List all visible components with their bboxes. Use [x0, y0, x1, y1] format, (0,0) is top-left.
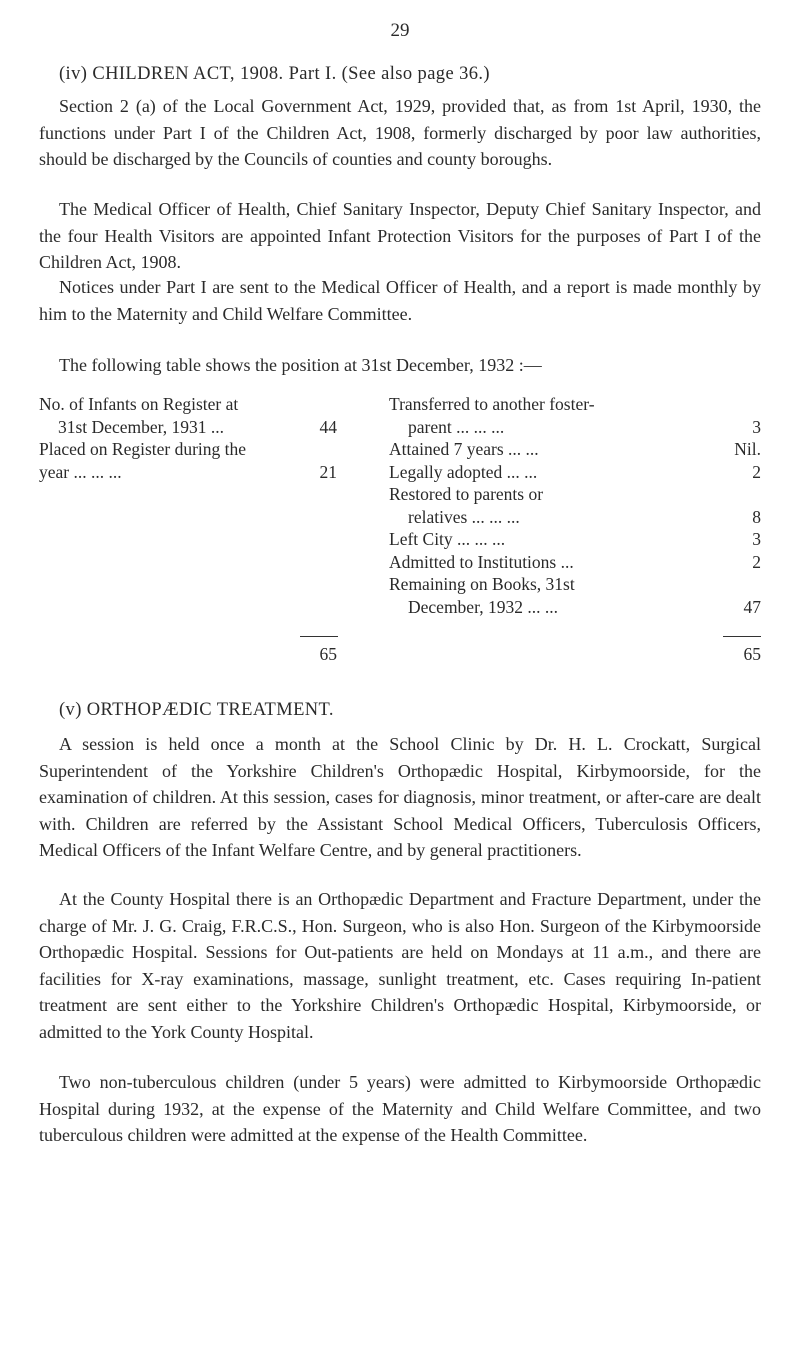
section-iv-paragraph-1: Section 2 (a) of the Local Government Act, 1929, provided that, as from 1st April, 1930, the functions under Part I of the Children Act, 1908, formerly discharged by poor law authorities, should be discharged by the Councils of counties and county boroughs. — [39, 96, 761, 169]
table-row — [39, 438, 337, 461]
section-iv-heading: (iv) CHILDREN ACT, 1908. Part I. (See also page 36.) — [59, 64, 490, 84]
row-label: December, 1932 ... ... — [408, 596, 558, 617]
left-total: 65 — [319, 644, 337, 664]
row-value: 3 — [752, 529, 761, 549]
row-label: Left City ... ... ... — [389, 529, 506, 549]
table-row — [389, 461, 761, 484]
table-row — [389, 528, 761, 551]
table-row — [389, 416, 761, 439]
row-label: No. of Infants on Register at — [39, 394, 239, 414]
right-total-rule — [723, 636, 761, 637]
section-v-paragraph-3: Two non-tuberculous children (under 5 years) were admitted to Kirbymoorside Orthopædic Hospital during 1932, at the expense of the Maternity and Child Welfare Committee, and two tuberculous children were admitted at the expense of the Health Committee. — [39, 1072, 761, 1145]
section-v-heading: (v) ORTHOPÆDIC TREATMENT. — [59, 700, 334, 720]
table-row — [389, 551, 761, 574]
section-iv-paragraph-4: The following table shows the position at 31st December, 1932 :— — [59, 355, 542, 375]
table-row — [39, 393, 337, 416]
table-row — [389, 596, 761, 619]
row-value: 8 — [752, 506, 761, 527]
row-label: Transferred to another foster- — [389, 394, 595, 414]
row-value: 44 — [319, 416, 337, 437]
section-v-paragraph-2: At the County Hospital there is an Orthopædic Department and Fracture Department, under the charge of Mr. J. G. Craig, F.R.C.S., Hon. Surgeon, who is also Hon. Surgeon of the Kirbymoorside Orthopædic Hospital. Sessions for Out-patients are held on Mondays at 11 a.m., and there are facilities for X-ray examinations, massage, sunlight treatment, etc. Cases requiring In-patient treatment are sent either to the Yorkshire Children's Orthopædic Hospital, Kirbymoorside, or admitted to the York County Hospital. — [39, 889, 761, 1042]
table-row — [389, 506, 761, 529]
row-label: Admitted to Institutions ... — [389, 551, 574, 572]
section-iv-paragraph-3: Notices under Part I are sent to the Medical Officer of Health, and a report is made monthly by him to the Maternity and Child Welfare Committee. — [39, 277, 761, 324]
table-row — [389, 573, 761, 596]
row-label: 31st December, 1931 ... — [58, 416, 224, 437]
table-row — [389, 393, 761, 416]
row-label: parent ... ... ... — [408, 416, 505, 437]
row-value: 21 — [319, 461, 337, 482]
row-label: Remaining on Books, 31st — [389, 574, 575, 594]
table-row — [39, 461, 337, 484]
section-v-paragraph-1: A session is held once a month at the School Clinic by Dr. H. L. Crockatt, Surgical Superintendent of the Yorkshire Children's Orthopædic Hospital, Kirbymoorside, for the examination of children. At this session, cases for diagnosis, minor treatment, or after-care are dealt with. Children are referred by the Assistant School Medical Officers, Tuberculosis Officers, Medical Officers of the Infant Welfare Centre, and by general practitioners. — [39, 734, 761, 860]
row-label: Legally adopted ... ... — [389, 461, 538, 482]
row-label: Attained 7 years ... ... — [389, 439, 539, 459]
row-label: year ... ... ... — [39, 461, 122, 482]
page-number: 29 — [390, 20, 410, 41]
table-row — [39, 416, 337, 439]
register-table-right — [389, 393, 761, 618]
left-total-rule — [300, 636, 338, 637]
register-table-left — [39, 393, 337, 483]
row-value: 2 — [752, 461, 761, 482]
row-value: 2 — [752, 551, 761, 572]
row-label: Placed on Register during the — [39, 439, 247, 459]
row-label: Restored to parents or — [389, 484, 544, 504]
table-row — [389, 483, 761, 506]
row-value: Nil. — [734, 439, 761, 459]
table-row — [389, 438, 761, 461]
row-label: relatives ... ... ... — [408, 506, 520, 527]
row-value: 3 — [752, 416, 761, 437]
section-iv-paragraph-2: The Medical Officer of Health, Chief Sanitary Inspector, Deputy Chief Sanitary Inspector, and the four Health Visitors are appointed Infant Protection Visitors for the purposes of Part I of the Children Act, 1908. — [39, 199, 761, 272]
right-total: 65 — [743, 644, 761, 664]
row-value: 47 — [743, 596, 761, 617]
